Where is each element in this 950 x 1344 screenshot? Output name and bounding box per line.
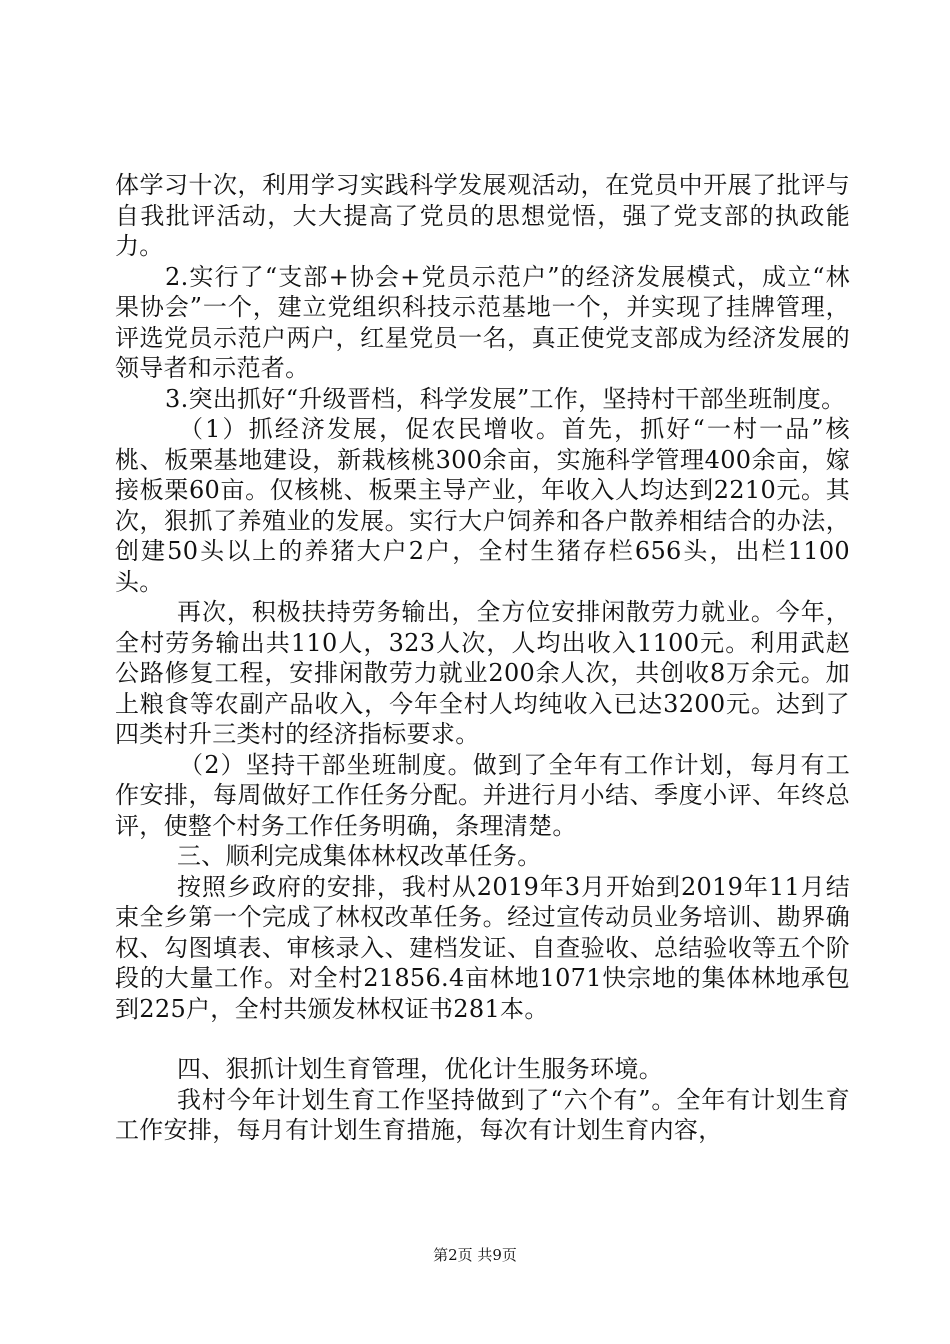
page-number-label: 第2页 共9页 — [433, 1246, 517, 1264]
paragraph-family-planning: 我村今年计划生育工作坚持做到了“六个有”。全年有计划生育工作安排，每月有计划生育措施，每次有计划生育内容， — [115, 1085, 850, 1144]
paragraph-item-3: 3.突出抓好“升级晋档，科学发展”工作，坚持村干部坐班制度。 — [165, 384, 846, 413]
page-footer — [0, 1245, 950, 1265]
paragraph-forest-reform: 按照乡政府的安排，我村从2019年3月开始到2019年11月结束全乡第一个完成了林权改革任务。经过宣传动员业务培训、勘界确权、勾图填表、审核录入、建档发证、自查验收、总结验收等五个阶段的大量工作。对全村21856.4亩林地1071快宗地的集体林地承包到225户，全村共颁发林权证书281本。 — [115, 872, 850, 1023]
paragraph-item-2: 2.实行了“支部+协会+党员示范户”的经济发展模式，成立“林果协会”一个，建立党组织科技示范基地一个，并实现了挂牌管理，评选党员示范户两户，红星党员一名，真正使党支部成为经济发展的领导者和示范者。 — [115, 262, 850, 382]
document-body — [115, 170, 850, 1146]
paragraph-party-study: 体学习十次，利用学习实践科学发展观活动，在党员中开展了批评与自我批评活动，大大提高了党员的思想觉悟，强了党支部的执政能力。 — [115, 171, 850, 260]
section-heading-4: 四、狠抓计划生育管理，优化计生服务环境。 — [177, 1055, 663, 1083]
paragraph-subitem-2: （2）坚持干部坐班制度。做到了全年有工作计划，每月有工作安排，每周做好工作任务分配。并进行月小结、季度小评、年终总评，使整个村务工作任务明确，条理清楚。 — [115, 750, 850, 840]
paragraph-subitem-1: （1）抓经济发展，促农民增收。首先，抓好“一村一品”核桃、板栗基地建设，新栽核桃300余亩，实施科学管理400余亩，嫁接板栗60亩。仅核桃、板栗主导产业，年收入人均达到2210元。其次，狠抓了养殖业的发展。实行大户饲养和各户散养相结合的办法，创建50头以上的养猪大户2户，全村生猪存栏656头，出栏1100头。 — [115, 415, 850, 596]
paragraph-labor-export: 再次，积极扶持劳务输出，全方位安排闲散劳力就业。今年，全村劳务输出共110人，323人次，人均出收入1100元。利用武赵公路修复工程，安排闲散劳力就业200余人次，共创收8万余元。加上粮食等农副产品收入，今年全村人均纯收入已达3200元。达到了四类村升三类村的经济指标要求。 — [115, 598, 850, 748]
section-heading-3: 三、顺利完成集体林权改革任务。 — [177, 842, 542, 870]
